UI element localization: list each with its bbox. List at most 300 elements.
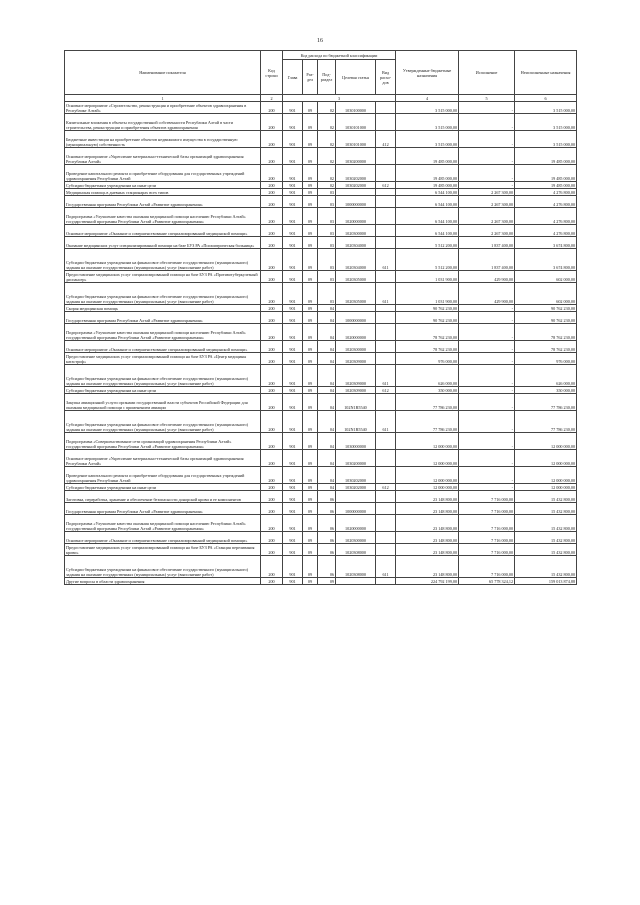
cell-executed: -: [459, 131, 515, 148]
cell-unexecuted: 4 276 800,00: [515, 208, 577, 225]
cell-indicator: Субсидии бюджетным учреждениям на иные цели: [65, 387, 261, 394]
cell-code-row: 200: [261, 271, 283, 283]
cell-unexecuted: 15 432 800,00: [515, 532, 577, 544]
cell-code-row: 200: [261, 467, 283, 484]
cell-unexecuted: 12 000 000,00: [515, 467, 577, 484]
cell-section: 09: [303, 365, 318, 387]
cell-executed: -: [459, 148, 515, 165]
cell-subsection: 03: [318, 208, 336, 225]
cell-executed: -: [459, 353, 515, 365]
cell-section: 09: [303, 353, 318, 365]
cell-chapter: 901: [283, 365, 303, 387]
cell-section: 09: [303, 387, 318, 394]
cell-approved: 12 000 000,00: [396, 467, 459, 484]
cell-approved: 90 762 230,00: [396, 305, 459, 312]
cell-expense-type: [376, 114, 396, 131]
cell-indicator: Субсидии бюджетным учреждениям на финансовое обеспечение государственного (муниципального) задания на оказание государственных (муниципальных) услуг (выполнение работ): [65, 556, 261, 578]
cell-subsection: 03: [318, 196, 336, 208]
cell-code-row: 200: [261, 249, 283, 271]
table-row: [65, 484, 577, 491]
cell-indicator: Субсидии бюджетным учреждениям на иные цели: [65, 484, 261, 491]
cell-code-row: 200: [261, 189, 283, 196]
cell-executed: 7 716 000,00: [459, 556, 515, 578]
cell-expense-type: [376, 450, 396, 467]
cell-executed: -: [459, 114, 515, 131]
cell-chapter: 901: [283, 411, 303, 433]
cell-subsection: 04: [318, 484, 336, 491]
cell-subsection: 04: [318, 387, 336, 394]
cell-subsection: 04: [318, 353, 336, 365]
cell-subsection: 06: [318, 544, 336, 556]
cell-expense-type: [376, 225, 396, 237]
cell-code-row: 200: [261, 450, 283, 467]
cell-code-row: 200: [261, 324, 283, 341]
cell-expense-type: [376, 148, 396, 165]
cell-code-row: 200: [261, 491, 283, 503]
cell-indicator: Государственная программа Республики Алтай «Развитие здравоохранения»: [65, 503, 261, 515]
cell-subsection: 09: [318, 578, 336, 585]
cell-unexecuted: 12 000 000,00: [515, 433, 577, 450]
cell-section: 09: [303, 484, 318, 491]
cell-indicator: Предоставление медицинских услуг специализированной помощи на базе БУЗ РА «Противотуберкулезный диспансер»: [65, 271, 261, 283]
cell-approved: 77 786 230,00: [396, 394, 459, 411]
cell-subsection: 04: [318, 450, 336, 467]
cell-approved: 78 762 230,00: [396, 341, 459, 353]
cell-unexecuted: 19 485 000,00: [515, 182, 577, 189]
cell-expense-type: 611: [376, 411, 396, 433]
col-number: 3: [283, 95, 396, 102]
cell-subsection: 03: [318, 249, 336, 271]
cell-chapter: 901: [283, 341, 303, 353]
cell-executed: 429 900,00: [459, 271, 515, 283]
cell-section: 09: [303, 433, 318, 450]
cell-code-row: 200: [261, 114, 283, 131]
cell-unexecuted: 350 000,00: [515, 387, 577, 394]
cell-indicator: Подпрограмма «Улучшение качества оказания медицинской помощи населению Республики Алтай» государственной программы Республики Алтай «Развитие здравоохранения»: [65, 515, 261, 532]
cell-approved: 19 485 000,00: [396, 182, 459, 189]
cell-subsection: 04: [318, 324, 336, 341]
cell-approved: 90 762 230,00: [396, 312, 459, 324]
cell-expense-type: [376, 208, 396, 225]
cell-approved: 224 792 199,00: [396, 578, 459, 585]
cell-executed: 7 716 000,00: [459, 515, 515, 532]
cell-chapter: 901: [283, 131, 303, 148]
cell-code-row: 200: [261, 353, 283, 365]
cell-subsection: 03: [318, 237, 336, 249]
cell-subsection: 04: [318, 305, 336, 312]
cell-indicator: Медицинская помощь в дневных стационарах всех типов: [65, 189, 261, 196]
cell-approved: 12 000 000,00: [396, 450, 459, 467]
cell-executed: 2 267 300,00: [459, 196, 515, 208]
cell-expense-type: [376, 503, 396, 515]
cell-target: 1030202000: [336, 467, 376, 484]
cell-section: 09: [303, 196, 318, 208]
cell-unexecuted: 77 786 230,00: [515, 394, 577, 411]
cell-code-row: 200: [261, 225, 283, 237]
cell-chapter: 901: [283, 182, 303, 189]
cell-target: 1020300000: [336, 341, 376, 353]
cell-unexecuted: 77 786 230,00: [515, 411, 577, 433]
cell-executed: 7 716 000,00: [459, 503, 515, 515]
cell-unexecuted: 4 276 800,00: [515, 196, 577, 208]
cell-unexecuted: 90 762 230,00: [515, 305, 577, 312]
cell-expense-type: 611: [376, 283, 396, 305]
cell-indicator: Проведение капитального ремонта и приобретение оборудования для государственных учреждений здравоохранения Республики Алтай: [65, 165, 261, 182]
cell-approved: 5 512 200,00: [396, 237, 459, 249]
table-row: [65, 353, 577, 365]
cell-target: 1020000000: [336, 324, 376, 341]
cell-chapter: 901: [283, 503, 303, 515]
cell-unexecuted: 15 432 800,00: [515, 556, 577, 578]
cell-expense-type: [376, 324, 396, 341]
cell-target: 1020300000: [336, 225, 376, 237]
cell-unexecuted: 78 762 230,00: [515, 341, 577, 353]
cell-expense-type: 612: [376, 182, 396, 189]
cell-code-row: 200: [261, 503, 283, 515]
cell-subsection: 06: [318, 556, 336, 578]
cell-target: 1020309000: [336, 365, 376, 387]
cell-subsection: 04: [318, 341, 336, 353]
cell-target: 1030202000: [336, 165, 376, 182]
cell-approved: 6 544 100,00: [396, 189, 459, 196]
cell-section: 09: [303, 271, 318, 283]
cell-expense-type: [376, 189, 396, 196]
header-subsection: Под-раздел: [318, 60, 336, 95]
cell-approved: 350 000,00: [396, 387, 459, 394]
table-row: [65, 324, 577, 341]
table-row: [65, 341, 577, 353]
table-row: [65, 283, 577, 305]
cell-approved: 3 515 000,00: [396, 114, 459, 131]
cell-target: 1020308000: [336, 556, 376, 578]
cell-approved: 6 544 100,00: [396, 225, 459, 237]
cell-section: 09: [303, 165, 318, 182]
page-number: 16: [317, 38, 323, 44]
cell-target: 1030202000: [336, 182, 376, 189]
cell-executed: 1 837 400,00: [459, 237, 515, 249]
cell-indicator: Капитальные вложения в объекты государственной собственности Республики Алтай в части строительства, реконструкции и приобретения объектов здравоохранения: [65, 114, 261, 131]
cell-approved: 12 000 000,00: [396, 433, 459, 450]
cell-executed: -: [459, 324, 515, 341]
cell-expense-type: [376, 491, 396, 503]
cell-expense-type: [376, 467, 396, 484]
table-row: [65, 196, 577, 208]
cell-expense-type: 612: [376, 387, 396, 394]
cell-section: 09: [303, 491, 318, 503]
table-row: [65, 515, 577, 532]
cell-target: 1030200000: [336, 148, 376, 165]
cell-subsection: 04: [318, 365, 336, 387]
table-row: [65, 249, 577, 271]
cell-executed: 7 716 000,00: [459, 544, 515, 556]
cell-indicator: Подпрограмма «Улучшение качества оказания медицинской помощи населению Республики Алтай» государственной программы Республики Алтай «Развитие здравоохранения»: [65, 208, 261, 225]
cell-indicator: Оказание медицинских услуг специализированной помощи на базе БУЗ РА «Психиатрическая больница»: [65, 237, 261, 249]
cell-subsection: 06: [318, 491, 336, 503]
cell-indicator: Основное мероприятие «Оказание и совершенствование специализированной медицинской помощи»: [65, 341, 261, 353]
cell-executed: -: [459, 484, 515, 491]
cell-unexecuted: 15 432 800,00: [515, 544, 577, 556]
cell-target: 1020304000: [336, 249, 376, 271]
cell-target: 1030200000: [336, 450, 376, 467]
cell-target: 102N1R5540: [336, 411, 376, 433]
cell-indicator: Предоставление медицинских услуг специализированной помощи на базе БУЗ РА «Станция переливания крови»: [65, 544, 261, 556]
cell-target: 1020000000: [336, 208, 376, 225]
cell-chapter: 901: [283, 532, 303, 544]
cell-indicator: Субсидии бюджетным учреждениям на финансовое обеспечение государственного (муниципального) задания на оказание государственных (муниципальных) услуг (выполнение работ): [65, 249, 261, 271]
cell-target: 1020000000: [336, 515, 376, 532]
cell-subsection: 04: [318, 433, 336, 450]
cell-chapter: 901: [283, 353, 303, 365]
cell-indicator: Субсидии бюджетным учреждениям на финансовое обеспечение государственного (муниципального) задания на оказание государственных (муниципальных) услуг (выполнение работ): [65, 283, 261, 305]
cell-approved: 23 148 800,00: [396, 532, 459, 544]
cell-unexecuted: 976 000,00: [515, 353, 577, 365]
cell-expense-type: 611: [376, 365, 396, 387]
cell-target: 1030101000: [336, 114, 376, 131]
cell-expense-type: 611: [376, 249, 396, 271]
cell-approved: 23 148 800,00: [396, 515, 459, 532]
cell-code-row: 200: [261, 578, 283, 585]
col-number: 4: [396, 95, 459, 102]
table-row: [65, 532, 577, 544]
cell-code-row: 200: [261, 237, 283, 249]
col-number: 6: [515, 95, 577, 102]
cell-executed: 7 716 000,00: [459, 532, 515, 544]
cell-chapter: 901: [283, 283, 303, 305]
cell-section: 09: [303, 131, 318, 148]
cell-section: 09: [303, 225, 318, 237]
header-unexecuted: Неисполненные назначения: [515, 51, 577, 95]
cell-executed: -: [459, 433, 515, 450]
cell-section: 09: [303, 394, 318, 411]
cell-target: 1000000000: [336, 196, 376, 208]
cell-code-row: 200: [261, 305, 283, 312]
cell-unexecuted: 626 000,00: [515, 365, 577, 387]
cell-section: 09: [303, 102, 318, 114]
table-row: [65, 411, 577, 433]
table-row: [65, 131, 577, 148]
cell-subsection: 03: [318, 225, 336, 237]
cell-indicator: Закупка авиационной услуги органами государственной власти субъектов Российской Федерации для оказания медицинской помощи с применением авиации: [65, 394, 261, 411]
cell-subsection: 03: [318, 271, 336, 283]
table-row: [65, 450, 577, 467]
cell-unexecuted: 15 432 800,00: [515, 515, 577, 532]
header-chapter: Глава: [283, 60, 303, 95]
cell-unexecuted: 3 515 000,00: [515, 102, 577, 114]
cell-subsection: 06: [318, 503, 336, 515]
cell-target: 1030202000: [336, 484, 376, 491]
cell-chapter: 901: [283, 249, 303, 271]
cell-expense-type: [376, 271, 396, 283]
cell-section: 09: [303, 182, 318, 189]
table-row: [65, 305, 577, 312]
cell-indicator: Основное мероприятие «Оказание и совершенствование специализированной медицинской помощи»: [65, 532, 261, 544]
cell-chapter: 901: [283, 394, 303, 411]
cell-expense-type: [376, 544, 396, 556]
cell-indicator: Предоставление медицинских услуг специализированной помощи на базе БУЗ РА «Центр медицины катастроф»: [65, 353, 261, 365]
cell-chapter: 901: [283, 578, 303, 585]
cell-section: 09: [303, 237, 318, 249]
table-row: [65, 271, 577, 283]
cell-expense-type: [376, 165, 396, 182]
cell-approved: 1 031 900,00: [396, 271, 459, 283]
cell-indicator: Субсидии бюджетным учреждениям на финансовое обеспечение государственного (муниципального) задания на оказание государственных (муниципальных) услуг (выполнение работ): [65, 411, 261, 433]
table-row: [65, 467, 577, 484]
cell-executed: 2 267 300,00: [459, 225, 515, 237]
cell-chapter: 901: [283, 148, 303, 165]
cell-code-row: 200: [261, 532, 283, 544]
cell-chapter: 901: [283, 237, 303, 249]
cell-expense-type: [376, 305, 396, 312]
cell-target: 1030101000: [336, 131, 376, 148]
cell-approved: 5 512 200,00: [396, 249, 459, 271]
header-budget-classification: Код расхода по бюджетной классификации: [283, 51, 396, 60]
cell-target: 1020309000: [336, 387, 376, 394]
table-row: [65, 225, 577, 237]
table-row: [65, 503, 577, 515]
cell-subsection: 03: [318, 283, 336, 305]
cell-unexecuted: 3 674 800,00: [515, 249, 577, 271]
table-row: [65, 544, 577, 556]
cell-code-row: 200: [261, 131, 283, 148]
col-number: 5: [459, 95, 515, 102]
cell-target: 1020308000: [336, 544, 376, 556]
cell-chapter: 901: [283, 544, 303, 556]
cell-target: 1030000000: [336, 433, 376, 450]
cell-approved: 23 148 800,00: [396, 544, 459, 556]
cell-indicator: Подпрограмма «Совершенствование сети организаций здравоохранения Республики Алтай» государственной программы Республики Алтай «Развитие здравоохранения»: [65, 433, 261, 450]
cell-chapter: 901: [283, 491, 303, 503]
cell-approved: 23 148 800,00: [396, 556, 459, 578]
cell-chapter: 901: [283, 312, 303, 324]
cell-approved: 3 515 000,00: [396, 131, 459, 148]
cell-target: [336, 491, 376, 503]
cell-code-row: 200: [261, 208, 283, 225]
cell-executed: 2 267 300,00: [459, 208, 515, 225]
cell-executed: -: [459, 165, 515, 182]
table-row: [65, 556, 577, 578]
header-section: Раз-дел: [303, 60, 318, 95]
cell-chapter: 901: [283, 433, 303, 450]
cell-chapter: 901: [283, 324, 303, 341]
cell-code-row: 200: [261, 165, 283, 182]
cell-executed: 2 267 300,00: [459, 189, 515, 196]
cell-code-row: 200: [261, 196, 283, 208]
cell-subsection: 06: [318, 532, 336, 544]
cell-expense-type: [376, 237, 396, 249]
cell-expense-type: 412: [376, 131, 396, 148]
cell-subsection: 06: [318, 515, 336, 532]
table-row: [65, 102, 577, 114]
cell-code-row: 200: [261, 283, 283, 305]
cell-expense-type: [376, 312, 396, 324]
cell-indicator: Основное мероприятие «Укрепление материально-технической базы организаций здравоохранения Республики Алтай»: [65, 148, 261, 165]
col-number: 1: [65, 95, 261, 102]
cell-approved: 1 031 900,00: [396, 283, 459, 305]
cell-expense-type: [376, 341, 396, 353]
cell-executed: -: [459, 450, 515, 467]
cell-subsection: 02: [318, 165, 336, 182]
cell-chapter: 901: [283, 467, 303, 484]
cell-target: [336, 305, 376, 312]
cell-subsection: 04: [318, 312, 336, 324]
cell-indicator: Государственная программа Республики Алтай «Развитие здравоохранения»: [65, 312, 261, 324]
cell-unexecuted: 15 432 800,00: [515, 503, 577, 515]
cell-target: 102N1R5540: [336, 394, 376, 411]
cell-unexecuted: 15 432 800,00: [515, 491, 577, 503]
cell-indicator: Основное мероприятие «Укрепление материально-технической базы организаций здравоохранения Республики Алтай»: [65, 450, 261, 467]
cell-unexecuted: 19 485 000,00: [515, 148, 577, 165]
cell-target: 1020304000: [336, 237, 376, 249]
cell-approved: 23 148 800,00: [396, 491, 459, 503]
cell-executed: 65 778 324,12: [459, 578, 515, 585]
cell-expense-type: [376, 394, 396, 411]
cell-subsection: 04: [318, 394, 336, 411]
cell-target: [336, 578, 376, 585]
cell-approved: 77 786 230,00: [396, 411, 459, 433]
cell-executed: -: [459, 365, 515, 387]
cell-unexecuted: 3 515 000,00: [515, 114, 577, 131]
cell-code-row: 200: [261, 433, 283, 450]
cell-unexecuted: 602 000,00: [515, 271, 577, 283]
cell-approved: 976 000,00: [396, 353, 459, 365]
cell-expense-type: 612: [376, 484, 396, 491]
cell-chapter: 901: [283, 484, 303, 491]
cell-subsection: 02: [318, 102, 336, 114]
cell-chapter: 901: [283, 305, 303, 312]
cell-chapter: 901: [283, 387, 303, 394]
cell-indicator: Субсидии бюджетным учреждениям на иные цели: [65, 182, 261, 189]
cell-code-row: 200: [261, 484, 283, 491]
cell-executed: 7 716 000,00: [459, 491, 515, 503]
cell-executed: -: [459, 341, 515, 353]
cell-target: 1020305000: [336, 271, 376, 283]
cell-unexecuted: 90 762 230,00: [515, 312, 577, 324]
cell-approved: 6 544 100,00: [396, 196, 459, 208]
cell-section: 09: [303, 312, 318, 324]
cell-approved: 19 485 000,00: [396, 165, 459, 182]
cell-approved: 12 000 000,00: [396, 484, 459, 491]
cell-chapter: 901: [283, 225, 303, 237]
table-row: [65, 189, 577, 196]
cell-section: 09: [303, 305, 318, 312]
cell-target: 1020309000: [336, 353, 376, 365]
table-row: [65, 433, 577, 450]
cell-unexecuted: 78 762 230,00: [515, 324, 577, 341]
cell-section: 09: [303, 249, 318, 271]
cell-target: 1030100000: [336, 102, 376, 114]
cell-code-row: 200: [261, 312, 283, 324]
cell-unexecuted: 602 000,00: [515, 283, 577, 305]
cell-executed: -: [459, 394, 515, 411]
budget-execution-table: [64, 50, 577, 585]
cell-chapter: 901: [283, 208, 303, 225]
cell-indicator: Другие вопросы в области здравоохранения: [65, 578, 261, 585]
header-target: Целевая статья: [336, 60, 376, 95]
cell-target: 1000000000: [336, 503, 376, 515]
cell-section: 09: [303, 283, 318, 305]
cell-expense-type: [376, 532, 396, 544]
cell-chapter: 901: [283, 114, 303, 131]
header-code-row: Код строки: [261, 51, 283, 95]
cell-approved: 626 000,00: [396, 365, 459, 387]
cell-section: 09: [303, 544, 318, 556]
table-body: [65, 102, 577, 585]
cell-code-row: 200: [261, 411, 283, 433]
cell-code-row: 200: [261, 365, 283, 387]
table-row: [65, 237, 577, 249]
cell-indicator: Заготовка, переработка, хранение и обеспечение безопасности донорской крови и ее компонентов: [65, 491, 261, 503]
cell-subsection: 02: [318, 131, 336, 148]
